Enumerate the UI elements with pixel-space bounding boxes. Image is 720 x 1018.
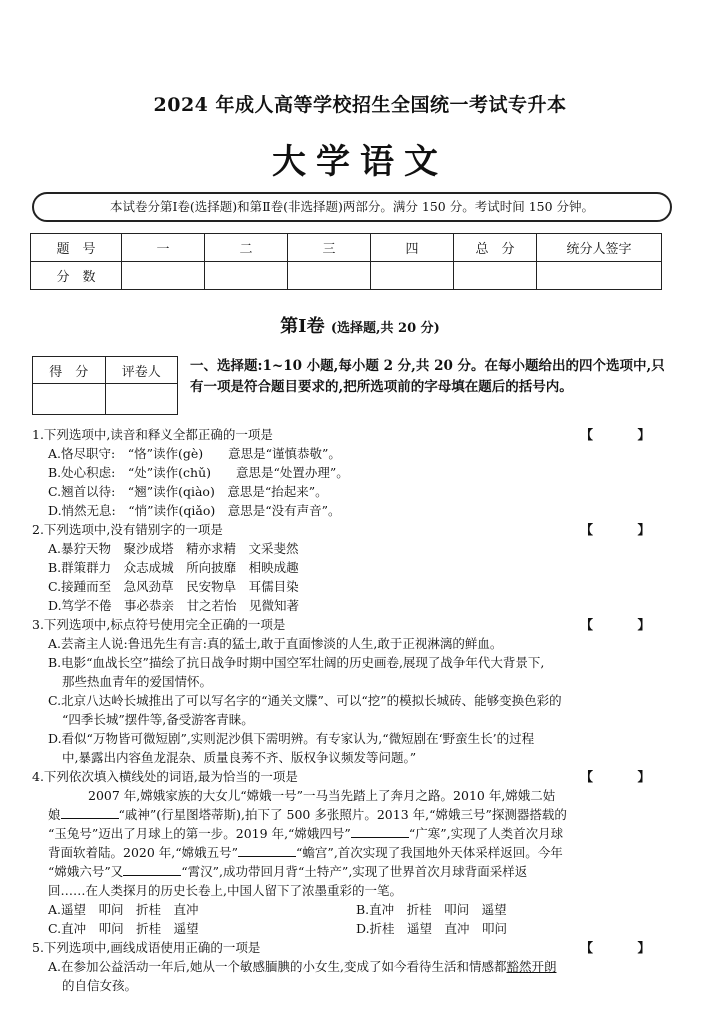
fill-blank[interactable] [61, 806, 119, 819]
passage-text: “蟾宫”,首次实现了我国地外天体采样返回。今年 [296, 845, 563, 860]
score-cell: 三 [288, 234, 371, 262]
option: B.电影“血战长空”描绘了抗日战争时期中国空军壮阔的历史画卷,展现了战争年代大背景下, [48, 655, 545, 670]
option-continued: “四季长城”摆件等,备受游客青睐。 [62, 712, 254, 727]
score-input-cell[interactable] [454, 262, 537, 290]
score-cell: 总 分 [454, 234, 537, 262]
question-stem [32, 938, 672, 957]
option: D.悄然无息: “悄”读作(qiǎo) 意思是“没有声音”。 [48, 503, 341, 518]
option: A.暴狞天物 聚沙成塔 精亦求精 文采斐然 [48, 541, 299, 556]
question-stem [32, 520, 672, 539]
passage-text: “嫦娥六号”又 [48, 864, 124, 879]
fill-blank[interactable] [238, 844, 296, 857]
score-cell: 统分人签字 [537, 234, 662, 262]
option-continued: 的自信女孩。 [62, 978, 138, 993]
answer-bracket[interactable]: 【 】 [580, 522, 666, 537]
score-cell: 分 数 [31, 262, 122, 290]
option: B.直冲 折桂 叩问 遥望 [356, 902, 507, 917]
passage-text: “玉兔号”迈出了月球上的第一步。2019 年,“嫦娥四号” [48, 826, 351, 841]
part-name: 第Ⅰ卷 [280, 316, 325, 337]
score-cell: 二 [205, 234, 288, 262]
passage-text: “广寒”,实现了人类首次月球 [408, 826, 564, 841]
grader-table [32, 356, 178, 415]
question-text: 1.下列选项中,读音和释义全都正确的一项是 [32, 427, 273, 442]
question-stem [32, 615, 672, 634]
option: D.折桂 遥望 直冲 叩问 [356, 921, 508, 936]
option: A.恪尽职守: “恪”读作(gè) 意思是“谨慎恭敬”。 [48, 446, 341, 461]
score-cell: 四 [371, 234, 454, 262]
question-text: 3.下列选项中,标点符号使用完全正确的一项是 [32, 617, 286, 632]
underlined-idiom: 豁然开朗 [506, 959, 557, 974]
option: C.直冲 叩问 折桂 遥望 [48, 921, 199, 936]
score-cell: 一 [122, 234, 205, 262]
option: C.翘首以待: “翘”读作(qiào) 意思是“抬起来”。 [48, 484, 328, 499]
option: C.北京八达岭长城推出了可以写名字的“通关文牒”、可以“挖”的模拟长城砖、能够变换色彩的 [48, 693, 562, 708]
grader-reviewer-cell[interactable] [105, 384, 178, 415]
grader-label-score: 得 分 [33, 357, 106, 384]
score-input-cell[interactable] [205, 262, 288, 290]
passage-text: 娘 [48, 807, 61, 822]
passage-line [32, 805, 672, 824]
option-continued: 那些热血青年的爱国情怀。 [62, 674, 213, 689]
question-text: 2.下列选项中,没有错别字的一项是 [32, 522, 223, 537]
exam-notice: 本试卷分第Ⅰ卷(选择题)和第Ⅱ卷(非选择题)两部分。满分 150 分。考试时间 150 分钟。 [32, 192, 672, 222]
option: B.处心积虑: “处”读作(chǔ) 意思是“处置办理”。 [48, 465, 349, 480]
score-input-cell[interactable] [371, 262, 454, 290]
score-table-value-row [31, 262, 662, 290]
option-text: A.在参加公益活动一年后,她从一个敏感腼腆的小女生,变成了如今看待生活和情感都 [48, 959, 507, 974]
option: D.笃学不倦 事必恭亲 甘之若怡 见微知著 [48, 598, 300, 613]
question-text: 4.下列依次填入横线处的词语,最为恰当的一项是 [32, 769, 298, 784]
option-continued: 中,暴露出内容鱼龙混杂、质量良莠不齐、版权争议频发等问题。” [62, 750, 417, 765]
passage-text: “霄汉”,成功带回月背“土特产”,实现了世界首次月球背面采样返 [181, 864, 528, 879]
score-input-cell[interactable] [537, 262, 662, 290]
passage-line: 回……在人类探月的历史长卷上,中国人留下了浓墨重彩的一笔。 [48, 883, 402, 898]
option-row [32, 919, 672, 938]
fill-blank[interactable] [351, 825, 409, 838]
question-text: 5.下列选项中,画线成语使用正确的一项是 [32, 940, 261, 955]
question-list [32, 425, 672, 995]
option-row [32, 900, 672, 919]
score-table-header-row [31, 234, 662, 262]
passage-line [32, 824, 672, 843]
section-intro: 一、选择题:1~10 小题,每小题 2 分,共 20 分。在每小题给出的四个选项中,只有一项是符合题目要求的,把所选项前的字母填在题后的括号内。 [190, 358, 665, 395]
passage-text: “戚神”(行星图塔蒂斯),拍下了 500 多张照片。2013 年,“嫦娥三号”探测器搭载的 [118, 807, 567, 822]
grader-label-reviewer: 评卷人 [105, 357, 178, 384]
question-stem [32, 767, 672, 786]
option [32, 957, 672, 976]
subject-title: 大学语文 [272, 142, 448, 182]
part-title [0, 312, 720, 338]
option: D.看似“万物皆可微短剧”,实则泥沙俱下需明辨。有专家认为,“微短剧在‘野蛮生长’的过程 [48, 731, 535, 746]
option: A.遥望 叩问 折桂 直冲 [48, 902, 199, 917]
part-subtitle: (选择题,共 20 分) [330, 321, 440, 336]
answer-bracket[interactable]: 【 】 [580, 769, 666, 784]
fill-blank[interactable] [123, 863, 181, 876]
passage-text: 背面软着陆。2020 年,“嫦娥五号” [48, 845, 239, 860]
passage-line: 2007 年,嫦娥家族的大女儿“嫦娥一号”一马当先踏上了奔月之路。2010 年,嫦娥二姑 [88, 788, 556, 803]
answer-bracket[interactable]: 【 】 [580, 617, 666, 632]
score-input-cell[interactable] [288, 262, 371, 290]
option: A.芸斋主人说:鲁迅先生有言:真的猛士,敢于直面惨淡的人生,敢于正视淋漓的鲜血。 [48, 636, 503, 651]
passage-line [32, 843, 672, 862]
passage-line [32, 862, 672, 881]
exam-title: 2024 年成人高等学校招生全国统一考试专升本 [153, 94, 567, 116]
answer-bracket[interactable]: 【 】 [580, 940, 666, 955]
option: B.群策群力 众志成城 所向披靡 相映成趣 [48, 560, 299, 575]
score-input-cell[interactable] [122, 262, 205, 290]
score-cell: 题 号 [31, 234, 122, 262]
grader-score-cell[interactable] [33, 384, 106, 415]
answer-bracket[interactable]: 【 】 [580, 427, 666, 442]
option: C.接踵而至 急风劲草 民安物阜 耳儒目染 [48, 579, 299, 594]
score-table [30, 233, 662, 290]
question-stem [32, 425, 672, 444]
